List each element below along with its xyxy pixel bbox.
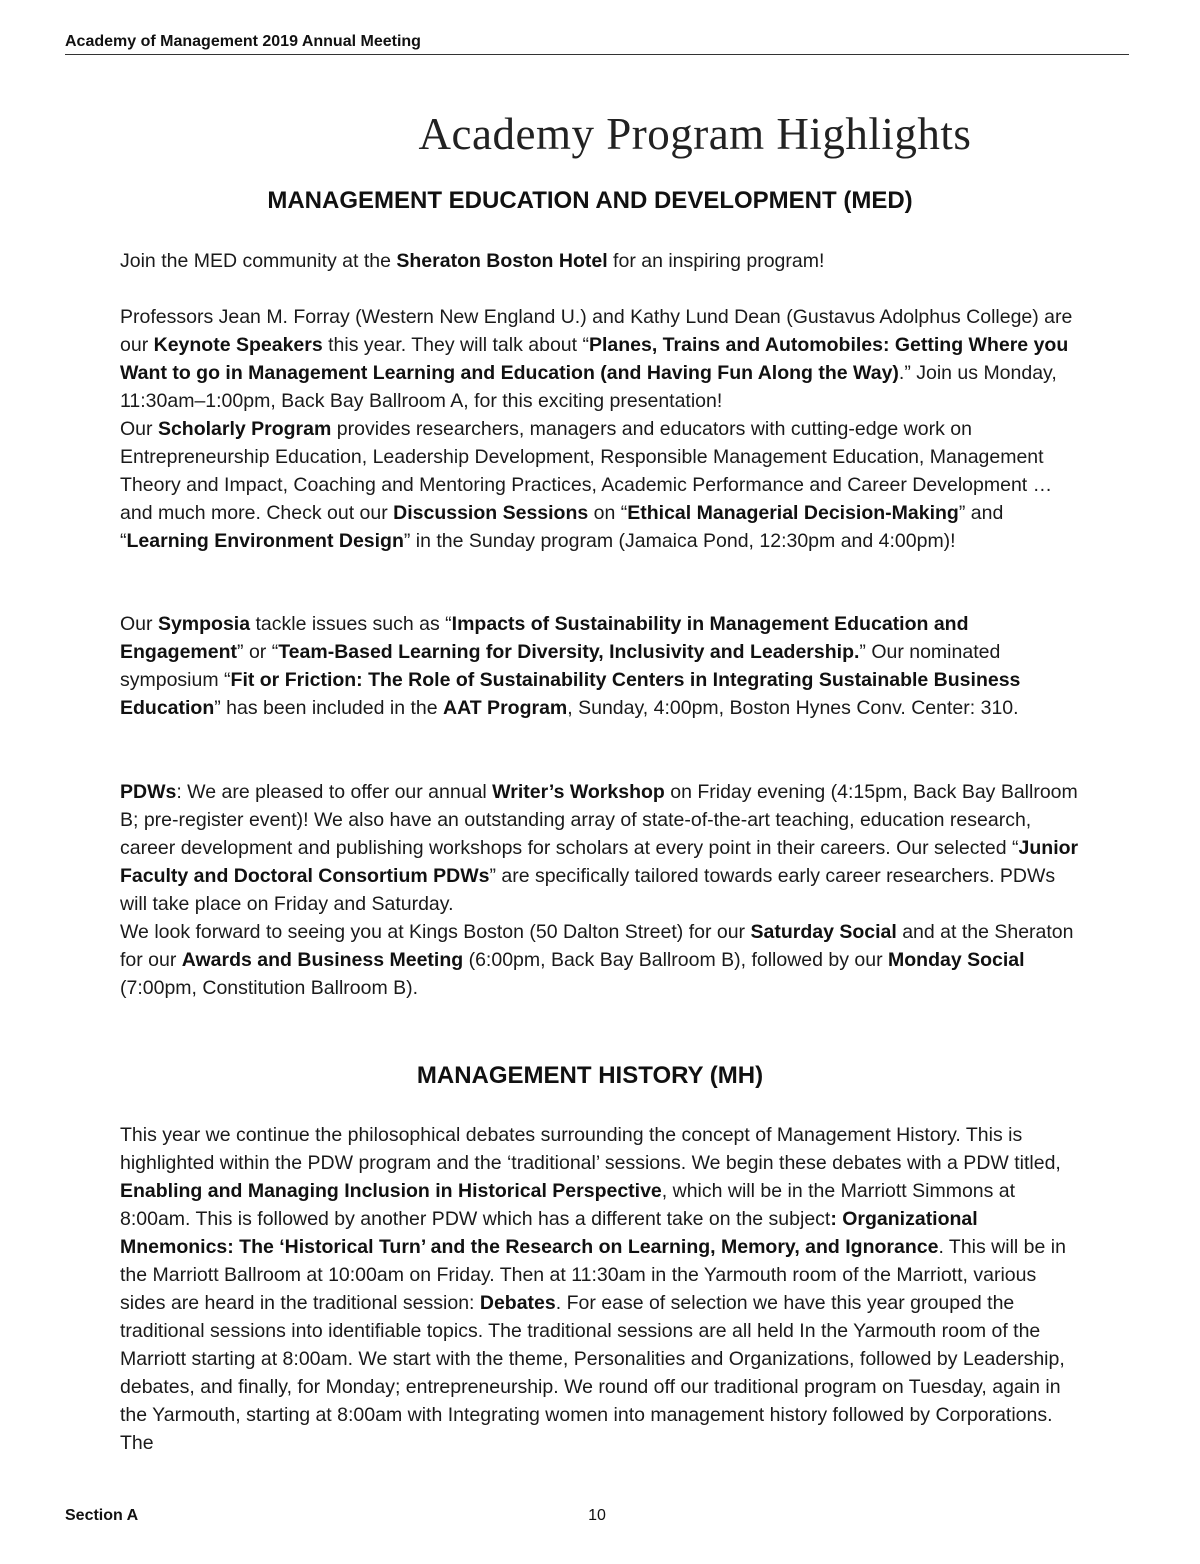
text-run: This year we continue the philosophical debates surrounding the concept of Management History. This is highlighted within the PDW program and the ‘traditional’ sessions. We begin these debates with a PDW titled, bbox=[120, 1124, 1061, 1174]
bold-run: Debates bbox=[479, 1292, 556, 1314]
med-intro-paragraph bbox=[120, 247, 1080, 275]
med-symposia-paragraph bbox=[120, 610, 1080, 722]
text-run: on “ bbox=[588, 502, 628, 524]
text-run: provides researchers, managers and educators with cutting-edge work on Entrepreneurship Education, Leadership Development, Responsible Management Education, Management Theory and Impact, Coaching and Mentoring Practices, Academic Performance and Career Development … and much more. Check out our bbox=[120, 418, 1053, 524]
text-run: ” in the Sunday program (Jamaica Pond, 12:30pm and 4:00pm)! bbox=[403, 530, 956, 552]
text-run: . This will be in the Marriott Ballroom at 10:00am on Friday. Then at 11:30am in the Yarmouth room of the Marriott, various sides are heard in the traditional session: bbox=[120, 1236, 1066, 1314]
bold-run: AAT Program bbox=[443, 697, 568, 719]
text-run: Professors Jean M. Forray (Western New England U.) and Kathy Lund Dean (Gustavus Adolphus College) are our bbox=[120, 306, 1073, 356]
med-section-heading: MANAGEMENT EDUCATION AND DEVELOPMENT (MED) bbox=[267, 187, 913, 214]
bold-run: Symposia bbox=[157, 613, 251, 635]
text-run: this year. They will talk about “ bbox=[322, 334, 589, 356]
med-scholarly-paragraph bbox=[120, 415, 1080, 555]
bold-run: Discussion Sessions bbox=[393, 502, 589, 524]
bold-run: Learning Environment Design bbox=[126, 530, 404, 552]
text-run: ” are specifically tailored towards early career researchers. PDWs will take place on Friday and Saturday. bbox=[120, 865, 1056, 915]
text-run: tackle issues such as “ bbox=[250, 613, 452, 635]
text-run: and at the Sheraton for our bbox=[120, 921, 1074, 971]
bold-run: Monday Social bbox=[888, 949, 1025, 971]
text-run: ” Our nominated symposium “ bbox=[120, 641, 1001, 691]
text-run: . For ease of selection we have this year grouped the traditional sessions into identifiable topics. The traditional sessions are all held In the Yarmouth room of the Marriott starting at 8:00am. We start with the theme, Personalities and Organizations, followed by Leadership, debates, and finally, for Monday; entrepreneurship. We round off our traditional program on Tuesday, again in the Yarmouth, starting at 8:00am with Integrating women into management history followed by Corporations. The bbox=[120, 1292, 1065, 1454]
text-run: (6:00pm, Back Bay Ballroom B), followed by our bbox=[463, 949, 889, 971]
bold-run: Awards and Business Meeting bbox=[181, 949, 464, 971]
bold-run: Impacts of Sustainability in Management Education and Engagement bbox=[120, 613, 969, 663]
bold-run: Enabling and Managing Inclusion in Historical Perspective bbox=[120, 1180, 662, 1202]
med-keynote-paragraph bbox=[120, 303, 1080, 555]
med-pdws-paragraph bbox=[120, 778, 1080, 1002]
footer-section-label: Section A bbox=[65, 1507, 139, 1524]
bold-run: Keynote Speakers bbox=[153, 334, 323, 356]
med-social-paragraph bbox=[120, 918, 1080, 1002]
bold-run: Team-Based Learning for Diversity, Inclusivity and Leadership. bbox=[278, 641, 860, 663]
bold-run: PDWs bbox=[120, 781, 177, 803]
running-header: Academy of Management 2019 Annual Meeting bbox=[65, 32, 1129, 55]
text-run: Join the MED community at the bbox=[120, 250, 397, 272]
text-run: for an inspiring program! bbox=[607, 250, 825, 272]
bold-run: Sheraton Boston Hotel bbox=[396, 250, 608, 272]
text-run: ” and “ bbox=[120, 502, 1004, 552]
bold-run: Writer’s Workshop bbox=[492, 781, 665, 803]
text-run: on Friday evening (4:15pm, Back Bay Ballroom B; pre-register event)! We also have an outstanding array of state-of-the-art teaching, education research, career development and publishing workshops for scholars at every point in their careers. Our selected “ bbox=[120, 781, 1078, 859]
text-run: Our bbox=[120, 418, 158, 440]
mh-section-heading: MANAGEMENT HISTORY (MH) bbox=[416, 1062, 764, 1089]
page-title: Academy Program Highlights bbox=[418, 109, 972, 159]
text-run: , which will be in the Marriott Simmons at 8:00am. This is followed by another PDW which has a different take on the subject bbox=[120, 1180, 1016, 1230]
text-run: Our bbox=[120, 613, 158, 635]
text-run: : We are pleased to offer our annual bbox=[176, 781, 493, 803]
text-run: .” Join us Monday, 11:30am–1:00pm, Back Bay Ballroom A, for this exciting presentation! bbox=[120, 362, 1057, 412]
bold-run: Scholarly Program bbox=[157, 418, 332, 440]
bold-run: : Organizational Mnemonics: The ‘Historical Turn’ and the Research on Learning, Memory, and Ignorance bbox=[120, 1208, 978, 1258]
bold-run: Junior Faculty and Doctoral Consortium PDWs bbox=[120, 837, 1079, 887]
bold-run: Saturday Social bbox=[750, 921, 897, 943]
bold-run: Ethical Managerial Decision-Making bbox=[627, 502, 959, 524]
bold-run: Planes, Trains and Automobiles: Getting Where you Want to go in Management Learning and Education (and Having Fun Along the Way) bbox=[120, 334, 1069, 384]
bold-run: Fit or Friction: The Role of Sustainability Centers in Integrating Sustainable Business Education bbox=[120, 669, 1021, 719]
text-run: (7:00pm, Constitution Ballroom B). bbox=[120, 977, 419, 999]
text-run: ” has been included in the bbox=[214, 697, 444, 719]
text-run: , Sunday, 4:00pm, Boston Hynes Conv. Center: 310. bbox=[567, 697, 1019, 719]
footer-page-number: 10 bbox=[588, 1507, 606, 1524]
text-run: We look forward to seeing you at Kings Boston (50 Dalton Street) for our bbox=[120, 921, 751, 943]
text-run: ” or “ bbox=[237, 641, 279, 663]
mh-body-paragraph bbox=[120, 1121, 1080, 1457]
